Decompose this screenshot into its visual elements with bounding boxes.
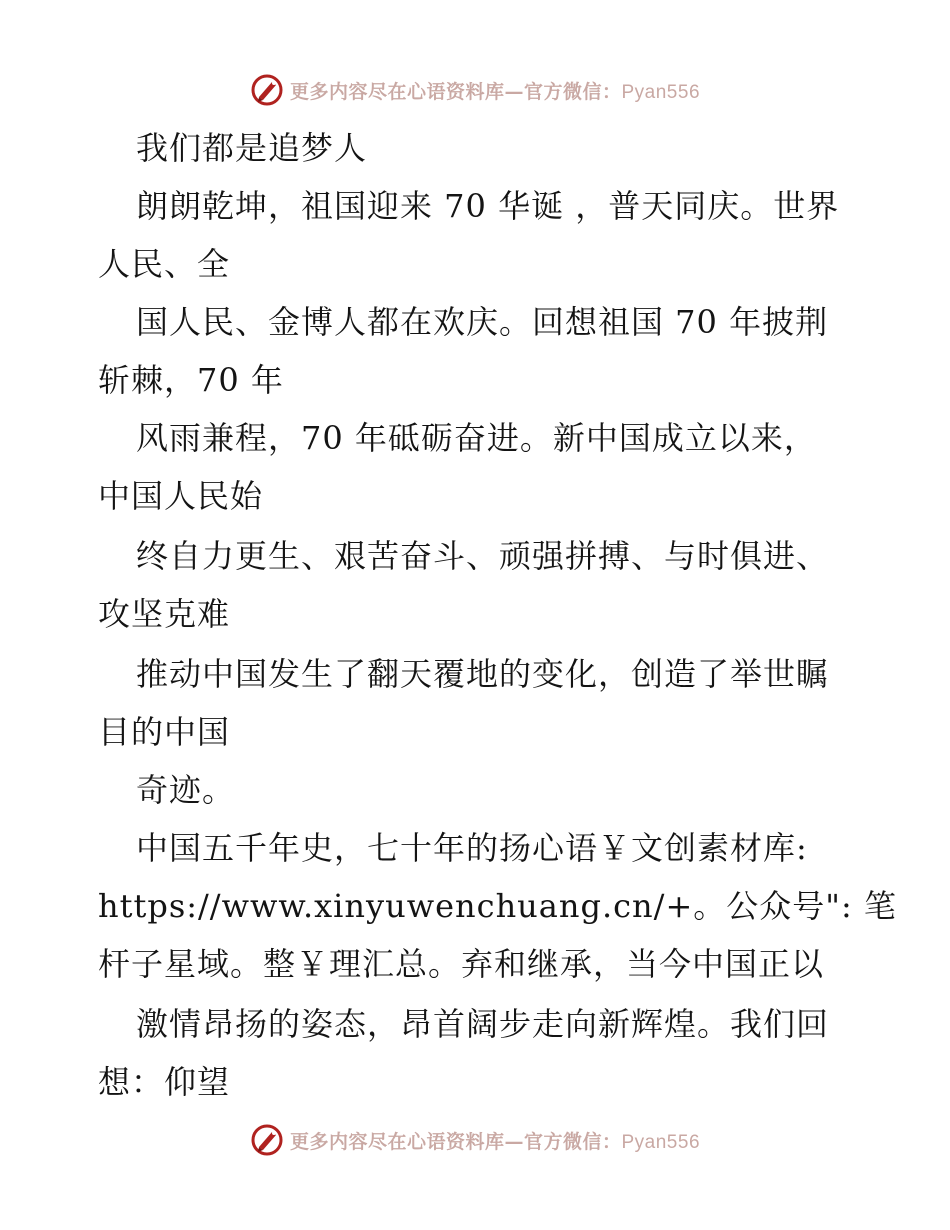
paragraph-line: 中国五千年史，七十年的扬心语￥文创素材库: [136,829,808,867]
paragraph-line: 推动中国发生了翻天覆地的变化，创造了举世瞩 [136,655,830,693]
paragraph-line: 朗朗乾坤，祖国迎来 70 华诞 ，普天同庆。世界 [136,187,840,225]
paragraph-line: https://www.xinyuwenchuang.cn/+。公众号": 笔 [98,887,897,925]
paragraph-line: 奇迹。 [136,771,236,809]
paragraph-line: 终自力更生、艰苦奋斗、顽强拼搏、与时俱进、 [136,537,830,575]
document-title: 我们都是追梦人 [136,129,368,167]
header-banner [0,70,950,110]
paragraph-line: 激情昂扬的姿态，昂首阔步走向新辉煌。我们回 [136,1005,830,1043]
pen-logo-icon [250,1123,284,1157]
paragraph-line: 中国人民始 [98,477,264,515]
banner-text: 更多内容尽在心语资料库—官方微信：Pyan556 [289,80,701,103]
pen-logo-icon [250,73,284,107]
paragraph-line: 杆子星域。整￥理汇总。弃和继承，当今中国正以 [98,945,825,983]
footer-banner [0,1120,950,1160]
banner-text: 更多内容尽在心语资料库—官方微信：Pyan556 [289,1130,701,1153]
paragraph-line: 目的中国 [98,713,231,751]
paragraph-line: 人民、全 [98,245,231,283]
paragraph-line: 斩棘，70 年 [98,361,284,399]
paragraph-line: 国人民、金博人都在欢庆。回想祖国 70 年披荆 [136,303,829,341]
paragraph-line: 攻坚克难 [98,595,231,633]
paragraph-line: 风雨兼程，70 年砥砺奋进。新中国成立以来， [136,419,817,457]
paragraph-line: 想：仰望 [98,1063,231,1101]
